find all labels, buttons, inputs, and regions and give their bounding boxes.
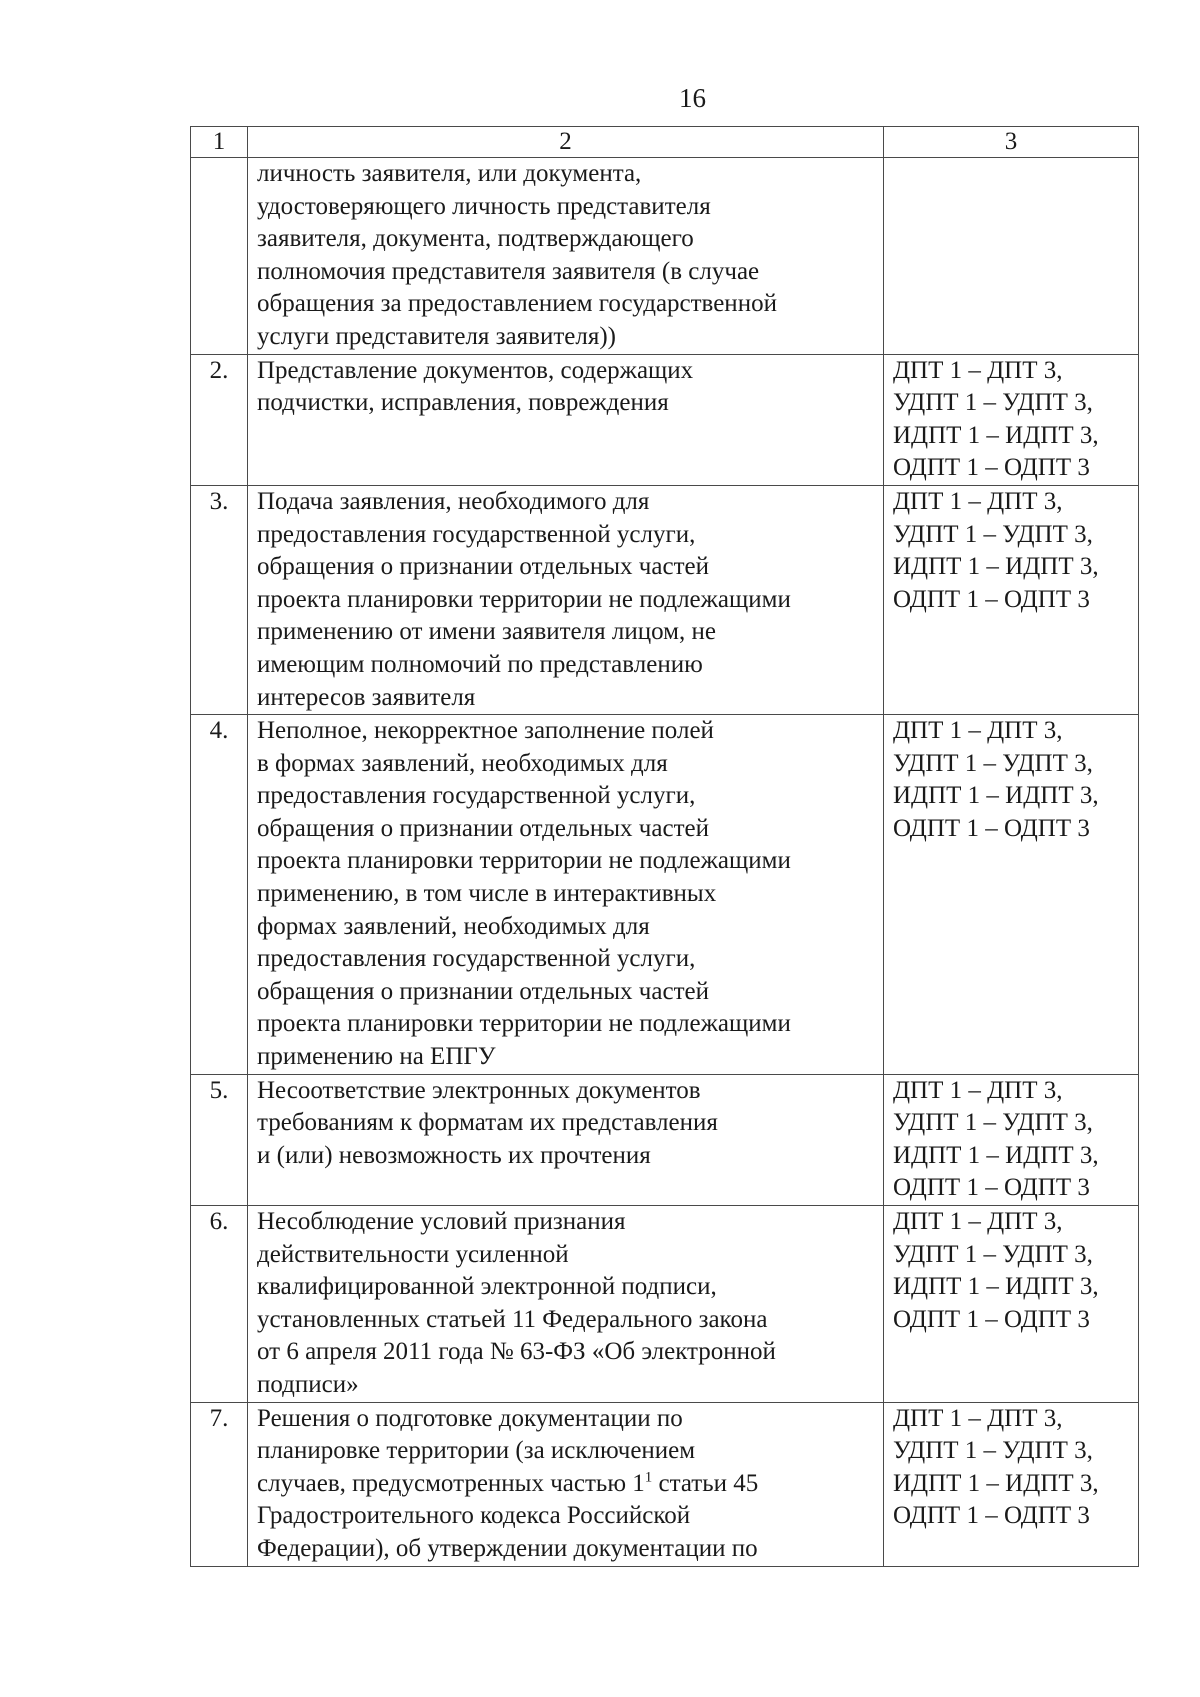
description-line: от 6 апреля 2011 года № 63-ФЗ «Об электронной <box>257 1338 776 1366</box>
description-line-with-superscript <box>257 1468 883 1501</box>
description-line: проекта планировки территории не подлежащими <box>257 585 791 613</box>
description-line: подчистки, исправления, повреждения <box>257 389 669 417</box>
description-line: требованиям к форматам их представления <box>257 1109 718 1137</box>
code-line: ИДПТ 1 – ИДПТ 3, <box>893 1469 1099 1497</box>
description-line: Несоответствие электронных документов <box>257 1076 701 1104</box>
code-line: ДПТ 1 – ДПТ 3, <box>893 1404 1063 1432</box>
column-header-1: 1 <box>191 127 248 158</box>
description-line: формах заявлений, необходимых для <box>257 912 650 940</box>
code-line: УДПТ 1 – УДПТ 3, <box>893 1109 1093 1137</box>
row-codes <box>884 1074 1139 1205</box>
table-header-row <box>191 127 1139 158</box>
description-line: применению, в том числе в интерактивных <box>257 880 717 908</box>
row-description <box>248 158 884 355</box>
code-line: УДПТ 1 – УДПТ 3, <box>893 1240 1093 1268</box>
row-description <box>248 485 884 714</box>
row-description <box>248 1074 884 1205</box>
code-line: ОДПТ 1 – ОДПТ 3 <box>893 1174 1090 1202</box>
description-line: применению от имени заявителя лицом, не <box>257 618 716 646</box>
code-line: ОДПТ 1 – ОДПТ 3 <box>893 814 1090 842</box>
column-header-3: 3 <box>884 127 1139 158</box>
row-codes <box>884 1402 1139 1566</box>
row-codes <box>884 158 1139 355</box>
superscript: 1 <box>644 1469 653 1486</box>
description-line: Федерации), об утверждении документации по <box>257 1534 758 1562</box>
description-line: удостоверяющего личность представителя <box>257 192 711 220</box>
row-number: 5. <box>191 1074 248 1205</box>
code-line: УДПТ 1 – УДПТ 3, <box>893 389 1093 417</box>
row-description <box>248 1402 884 1566</box>
description-line: Несоблюдение условий признания <box>257 1208 626 1235</box>
code-line: ИДПТ 1 – ИДПТ 3, <box>893 553 1099 581</box>
description-line: обращения о признании отдельных частей <box>257 814 709 842</box>
table-row <box>191 1206 1139 1403</box>
code-line: ОДПТ 1 – ОДПТ 3 <box>893 1502 1090 1530</box>
description-line: Решения о подготовке документации по <box>257 1404 683 1432</box>
code-line: ДПТ 1 – ДПТ 3, <box>893 1076 1063 1104</box>
code-line: ДПТ 1 – ДПТ 3, <box>893 487 1063 515</box>
code-line: ИДПТ 1 – ИДПТ 3, <box>893 782 1099 810</box>
description-line: в формах заявлений, необходимых для <box>257 749 668 777</box>
row-number: 3. <box>191 485 248 714</box>
description-line: и (или) невозможность их прочтения <box>257 1141 651 1169</box>
row-number: 7. <box>191 1402 248 1566</box>
row-codes <box>884 354 1139 485</box>
code-line: ДПТ 1 – ДПТ 3, <box>893 356 1063 384</box>
description-line: действительности усиленной <box>257 1240 569 1268</box>
row-codes <box>884 1206 1139 1403</box>
description-line: предоставления государственной услуги, <box>257 945 696 973</box>
table-row <box>191 1402 1139 1566</box>
description-line: заявителя, документа, подтверждающего <box>257 225 694 253</box>
row-codes <box>884 715 1139 1075</box>
code-line: УДПТ 1 – УДПТ 3, <box>893 1437 1093 1465</box>
text-fragment: случаев, предусмотренных частью 1 <box>257 1469 645 1497</box>
description-line: Подача заявления, необходимого для <box>257 487 650 515</box>
code-line: УДПТ 1 – УДПТ 3, <box>893 749 1093 777</box>
code-line: ОДПТ 1 – ОДПТ 3 <box>893 454 1090 482</box>
description-line: установленных статьей 11 Федерального закона <box>257 1305 768 1333</box>
description-line: планировке территории (за исключением <box>257 1437 696 1465</box>
code-line: ОДПТ 1 – ОДПТ 3 <box>893 585 1090 613</box>
description-line: предоставления государственной услуги, <box>257 782 696 810</box>
code-line: ИДПТ 1 – ИДПТ 3, <box>893 421 1099 449</box>
table-row <box>191 715 1139 1075</box>
description-line: обращения о признании отдельных частей <box>257 977 709 1005</box>
description-line: обращения о признании отдельных частей <box>257 553 709 581</box>
description-line: обращения за предоставлением государственной <box>257 290 777 318</box>
description-line: полномочия представителя заявителя (в случае <box>257 257 760 285</box>
row-description <box>248 354 884 485</box>
code-line: ДПТ 1 – ДПТ 3, <box>893 1208 1063 1235</box>
description-line: подписи» <box>257 1370 359 1398</box>
code-line: УДПТ 1 – УДПТ 3, <box>893 520 1093 548</box>
description-line: Градостроительного кодекса Российской <box>257 1502 691 1530</box>
description-line: Неполное, некорректное заполнение полей <box>257 717 714 745</box>
description-line: предоставления государственной услуги, <box>257 520 696 548</box>
description-line: применению на ЕПГУ <box>257 1043 496 1071</box>
table-row <box>191 485 1139 714</box>
row-number: 2. <box>191 354 248 485</box>
code-line: ИДПТ 1 – ИДПТ 3, <box>893 1141 1099 1169</box>
row-description <box>248 715 884 1075</box>
description-line: личность заявителя, или документа, <box>257 160 642 187</box>
code-line: ИДПТ 1 – ИДПТ 3, <box>893 1273 1099 1301</box>
code-line: ДПТ 1 – ДПТ 3, <box>893 717 1063 745</box>
table-row-continuation <box>191 158 1139 355</box>
table-row <box>191 354 1139 485</box>
description-line: услуги представителя заявителя)) <box>257 322 616 350</box>
description-line: интересов заявителя <box>257 683 476 711</box>
description-line: проекта планировки территории не подлежащими <box>257 847 791 875</box>
description-line: проекта планировки территории не подлежащими <box>257 1010 791 1038</box>
page-number: 16 <box>679 83 706 113</box>
description-line: Представление документов, содержащих <box>257 356 694 384</box>
description-line: имеющим полномочий по представлению <box>257 650 703 678</box>
grounds-table <box>190 126 1139 1567</box>
row-number <box>191 158 248 355</box>
row-number: 4. <box>191 715 248 1075</box>
row-codes <box>884 485 1139 714</box>
column-header-2: 2 <box>248 127 884 158</box>
row-number: 6. <box>191 1206 248 1403</box>
code-line: ОДПТ 1 – ОДПТ 3 <box>893 1305 1090 1333</box>
table-row <box>191 1074 1139 1205</box>
row-description <box>248 1206 884 1403</box>
description-line: квалифицированной электронной подписи, <box>257 1273 717 1301</box>
text-fragment: статьи 45 <box>652 1469 759 1497</box>
